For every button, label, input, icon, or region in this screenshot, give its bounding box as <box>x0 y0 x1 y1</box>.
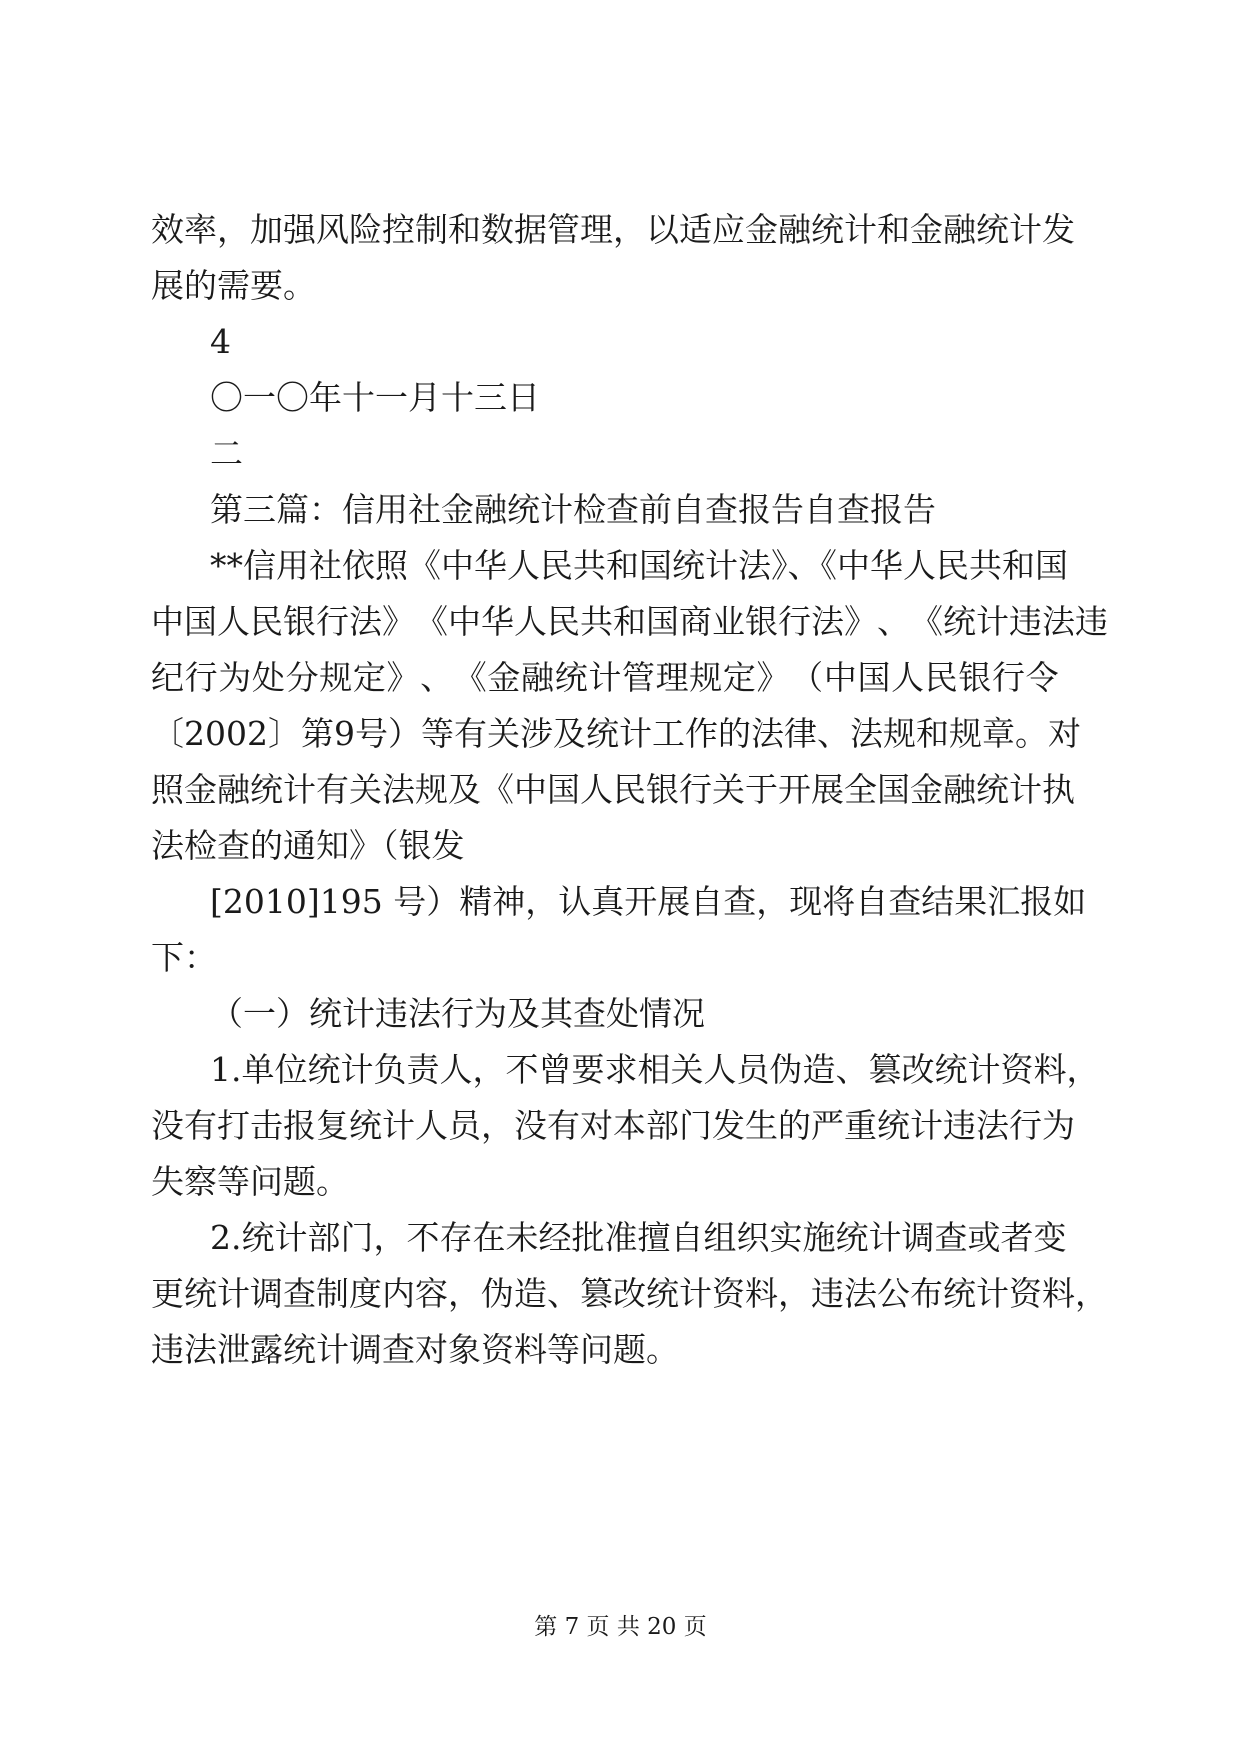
body-line: 展的需要。 <box>151 266 316 305</box>
body-line: 2.统计部门，不存在未经批准擅自组织实施统计调查或者变 <box>210 1218 1067 1257</box>
page-number-footer: 第 7 页 共 20 页 <box>534 1614 707 1640</box>
section-heading: 第三篇：信用社金融统计检查前自查报告自查报告 <box>210 490 936 529</box>
body-line: 照 金 融 统 计 有 关 法 规 及 《 中 国 人 民 银 行 关 于 开 展 全 国 金 融 统 计 执 <box>151 770 1075 809</box>
body-line: 效 率 ， 加 强 风 险 控 制 和 数 据 管 理 ， 以 适 应 金 融 统 计 和 金 融 统 计 发 <box>151 210 1075 249</box>
body-line: 下： <box>151 938 217 977</box>
subsection-heading: （一）统计违法行为及其查处情况 <box>210 994 705 1033</box>
body-line: 1.单位统计负责人，不曾要求相关人员伪造、篡改统计资料， <box>210 1050 1100 1089</box>
body-line: [2010]195 号）精神，认真开展自查，现将自查结果汇报如 <box>210 882 1087 921</box>
body-line: 失察等问题。 <box>151 1162 349 1201</box>
body-line: 〇一〇年十一月十三日 <box>210 378 540 417</box>
body-line: 法检查的通知》（银发 <box>151 826 465 865</box>
body-line: **信用社依照《中华人民共和国统计法》、《中华人民共和国 <box>210 546 1068 585</box>
body-line: 二 <box>210 434 243 473</box>
body-line: 没 有 打 击 报 复 统 计 人 员 ， 没 有 对 本 部 门 发 生 的 严 重 统 计 违 法 行 为 <box>151 1106 1075 1145</box>
body-line: 违法泄露统计调查对象资料等问题。 <box>151 1330 679 1369</box>
body-line: 〔 2 0 0 2 〕 第 9 号 ） 等 有 关 涉 及 统 计 工 作 的 法 律 、 法 规 和 规 章 。 对 <box>151 714 1081 753</box>
body-line: 4 <box>210 322 231 361</box>
body-line: 中 国 人 民 银 行 法 》 《 中 华 人 民 共 和 国 商 业 银 行 法 》 、 《 统 计 违 法 违 <box>151 602 1108 641</box>
body-line: 更 统 计 调 查 制 度 内 容 ， 伪 造 、 篡 改 统 计 资 料 ， 违 法 公 布 统 计 资 料 ， <box>151 1274 1108 1313</box>
body-line: 纪 行 为 处 分 规 定 》 、 《 金 融 统 计 管 理 规 定 》 （ 中 国 人 民 银 行 令 <box>151 658 1059 697</box>
